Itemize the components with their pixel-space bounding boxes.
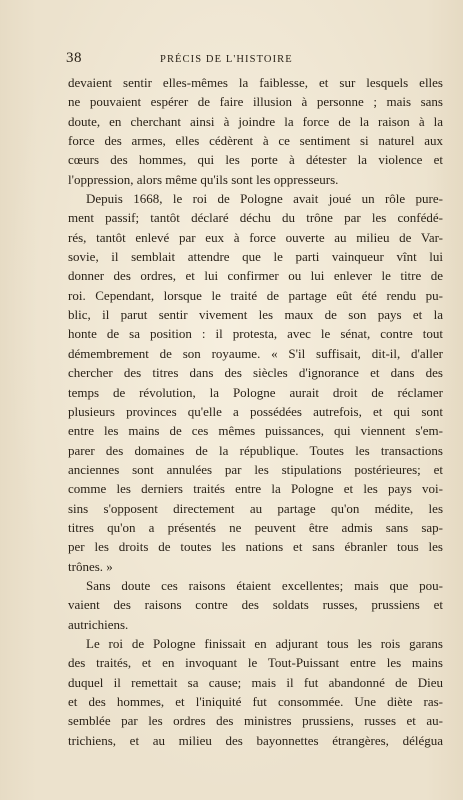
text-line: anciennes sont annulées par les stipulations postérieures; et (68, 461, 443, 477)
text-line: blic, il parut sentir vivement les maux de son pays et la (68, 307, 443, 323)
paragraph (68, 576, 443, 634)
text-line: et des hommes, et l'iniquité fut consommée. Une diète ras- (68, 694, 443, 709)
text-line: honte de sa position : il protesta, avec le sénat, contre tout (68, 326, 443, 342)
text-line: semblée par les ordres des ministres prussiens, russes et au- (68, 713, 443, 729)
text-line: l'oppression, alors même qu'ils sont les oppresseurs. (68, 171, 339, 187)
text-line: rés, tantôt enlevé par eux à force ouverte au milieu de Var- (68, 229, 443, 245)
text-line: Depuis 1668, le roi de Pologne avait joué un rôle pure- (86, 191, 443, 207)
text-line: ne pouvaient espérer de faire illusion à personne ; mais sans (68, 94, 443, 110)
text-line: per les droits de toutes les nations et sans ébranler tous les (68, 539, 443, 555)
text-line: force des armes, elles cédèrent à ce sentiment si naturel aux (68, 133, 443, 149)
text-line: autrichiens. (68, 616, 129, 632)
page-header (66, 50, 444, 72)
text-line: sins s'opposent directement au partage qu'on médite, les (68, 500, 443, 516)
text-line: démembrement de son royaume. « S'il suffisait, dit-il, d'aller (68, 345, 443, 361)
text-line: donner des ordres, et lui confirmer ou lui enlever le titre de (68, 268, 443, 284)
text-line: Sans doute ces raisons étaient excellentes; mais que pou- (86, 577, 443, 593)
text-line: temps de révolution, la Pologne aurait droit de réclamer (68, 384, 443, 400)
text-line: trônes. » (68, 558, 113, 574)
text-line: des traités, et en invoquant le Tout-Puissant entre les mains (68, 655, 443, 671)
page-number: 38 (66, 50, 82, 66)
paragraph (68, 73, 443, 189)
text-line: comme les derniers traités entre la Pologne et les pays voi- (68, 481, 443, 497)
paragraph (68, 634, 443, 750)
text-line: titres qu'on a présentés ne peuvent être admis sans sap- (68, 519, 443, 535)
body-text (68, 73, 443, 750)
text-line: vaient des raisons contre des soldats russes, prussiens et (68, 597, 443, 613)
text-line: entre les mains de ces mêmes puissances, qui viennent s'em- (68, 423, 443, 439)
text-line: parer des domaines de la république. Toutes les transactions (68, 442, 443, 458)
text-line: doute, en cherchant ainsi à joindre la force de la raison à la (68, 113, 443, 129)
running-head: PRÉCIS DE L'HISTOIRE (160, 54, 293, 65)
text-line: plusieurs provinces qu'elle a possédées autrefois, et qui sont (68, 403, 443, 419)
text-line: trichiens, et au milieu des bayonnettes étrangères, délégua (68, 732, 443, 748)
text-line: ment passif; tantôt déclaré déchu du trône par les confédé- (68, 210, 443, 226)
text-line: devaient sentir elles-mêmes la faiblesse, et sur lesquels elles (68, 75, 443, 90)
text-line: Le roi de Pologne finissait en adjurant tous les rois garans (86, 635, 443, 651)
text-line: duquel il remettait sa cause; mais il fut abandonné de Dieu (68, 674, 443, 690)
text-line: sovie, il semblait attendre que le parti vainqueur vînt lui (68, 249, 443, 265)
text-line: chercher des titres dans des siècles d'ignorance et dans des (68, 365, 443, 381)
text-line: cœurs des hommes, qui les porte à détester la violence et (68, 152, 443, 168)
paragraph (68, 189, 443, 576)
text-line: roi. Cependant, lorsque le traité de partage eût été rendu pu- (68, 287, 443, 303)
